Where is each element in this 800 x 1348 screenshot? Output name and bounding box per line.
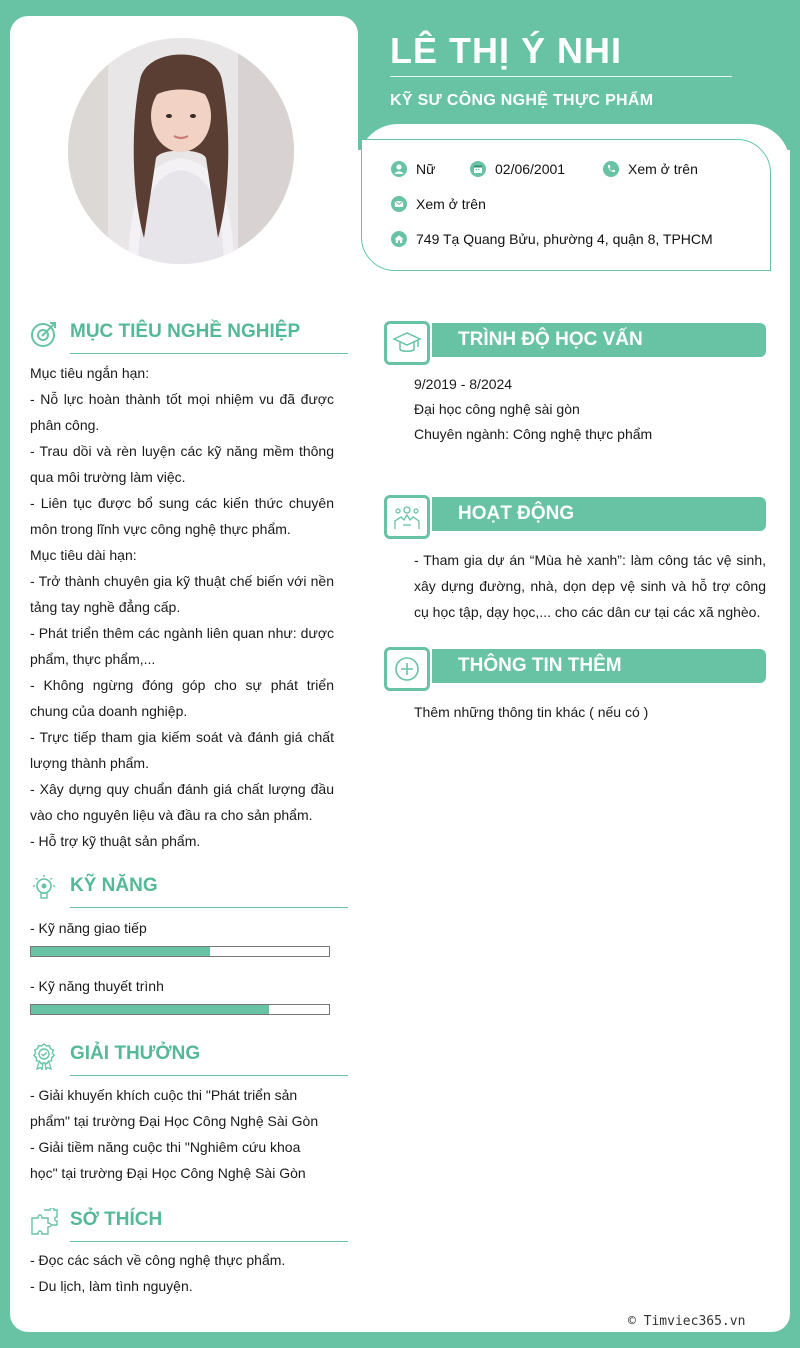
home-icon <box>391 231 407 247</box>
plus-circle-icon <box>393 655 421 683</box>
awards-title: GIẢI THƯỞNG <box>70 1043 201 1064</box>
section-underline <box>70 1075 348 1076</box>
extra-info-title: THÔNG TIN THÊM <box>458 655 622 676</box>
awards-body <box>30 1082 320 1186</box>
calendar-icon <box>470 161 486 177</box>
career-goal-header <box>30 320 348 348</box>
header-divider <box>390 76 732 77</box>
education-school: Đại học công nghệ sài gòn <box>414 401 580 417</box>
lightbulb-icon <box>30 874 58 902</box>
contact-birthday <box>470 161 565 177</box>
skill-bar <box>30 946 330 957</box>
hobbies-title: SỞ THÍCH <box>70 1209 163 1230</box>
award-line: - Giải tiềm năng cuộc thi "Nghiêm cứu khoa học" tại trường Đại Học Công Nghệ Sài Gòn <box>30 1139 306 1181</box>
education-header <box>384 321 766 365</box>
section-underline <box>70 907 348 908</box>
email-icon <box>391 196 407 212</box>
career-goal-line: Mục tiêu dài hạn: <box>30 547 137 563</box>
graduation-cap-icon <box>392 330 422 356</box>
contact-address <box>391 231 713 247</box>
career-goal-line: - Trở thành chuyên gia kỹ thuật chế biến với nền tảng tay nghề đẳng cấp. <box>30 573 334 615</box>
career-goal-line: - Trực tiếp tham gia kiếm soát và đánh giá chất lượng thành phẩm. <box>30 729 334 771</box>
activities-text: - Tham gia dự án “Mùa hè xanh”: làm công tác vệ sinh, xây dựng đường, nhà, dọn dẹp vệ sinh và hỗ trợ công cụ học tập, dạy học,... cho các dân cư tại các xã nghèo. <box>414 552 766 620</box>
extra-info-header <box>384 647 766 691</box>
education-major: Chuyên ngành: Công nghệ thực phẩm <box>414 426 653 442</box>
education-period: 9/2019 - 8/2024 <box>414 376 513 392</box>
activity-icon <box>392 503 422 531</box>
activities-body <box>414 547 766 625</box>
phone-value: Xem ở trên <box>628 161 698 177</box>
phone-icon <box>603 161 619 177</box>
hobby-line: - Du lịch, làm tình nguyện. <box>30 1278 193 1294</box>
section-underline <box>70 1241 348 1242</box>
career-goal-line: - Xây dựng quy chuẩn đánh giá chất lượng đầu vào cho nguyên liệu và đầu ra cho sản phẩm. <box>30 781 334 823</box>
contact-phone <box>603 161 698 177</box>
activities-title: HOẠT ĐỘNG <box>458 503 575 524</box>
education-title: TRÌNH ĐỘ HỌC VẤN <box>458 329 643 350</box>
email-value: Xem ở trên <box>416 196 486 212</box>
address-value: 749 Tạ Quang Bửu, phường 4, quận 8, TPHCM <box>416 231 713 247</box>
career-goal-line: - Phát triển thêm các ngành liên quan như: dược phẩm, thực phẩm,... <box>30 625 334 667</box>
activities-header <box>384 495 766 539</box>
award-line: - Giải khuyến khích cuộc thi "Phát triển sản phẩm" tại trường Đại Học Công Nghệ Sài Gòn <box>30 1087 319 1129</box>
skills-header <box>30 874 348 902</box>
birthday-value: 02/06/2001 <box>495 161 566 177</box>
panel-joiner <box>340 290 380 1332</box>
hobby-line: - Đọc các sách về công nghệ thực phẩm. <box>30 1252 286 1268</box>
skills-title: KỸ NĂNG <box>70 875 158 896</box>
skill-bar-fill <box>31 1005 269 1014</box>
career-goal-line: - Trau dồi và rèn luyện các kỹ năng mềm thông qua môi trường làm việc. <box>30 443 334 485</box>
extra-info-text: Thêm những thông tin khác ( nếu có ) <box>414 704 649 720</box>
avatar <box>68 38 294 264</box>
award-icon <box>30 1042 58 1070</box>
career-goal-body <box>30 360 334 854</box>
career-goal-line: - Hỗ trợ kỹ thuật sản phẩm. <box>30 833 201 849</box>
avatar-photo <box>68 38 294 264</box>
education-icon-box <box>384 321 430 365</box>
job-title: KỸ SƯ CÔNG NGHỆ THỰC PHẨM <box>390 92 654 109</box>
education-body <box>414 372 652 447</box>
career-goal-line: - Nỗ lực hoàn thành tốt mọi nhiệm vu đã được phân công. <box>30 391 334 433</box>
contact-gender <box>391 161 435 177</box>
career-goal-line: - Liên tục được bổ sung các kiến thức chuyên môn trong lĩnh vực công nghệ thực phẩm. <box>30 495 334 537</box>
activities-icon-box <box>384 495 430 539</box>
skill-label: - Kỹ năng thuyết trình <box>30 978 164 994</box>
section-underline <box>70 353 348 354</box>
contact-email <box>391 196 486 212</box>
puzzle-icon <box>30 1208 58 1236</box>
hobbies-body <box>30 1247 330 1299</box>
user-icon <box>391 161 407 177</box>
extra-info-icon-box <box>384 647 430 691</box>
gender-value: Nữ <box>416 161 436 177</box>
target-icon <box>30 320 58 348</box>
career-goal-line: - Không ngừng đóng góp cho sự phát triển chung của doanh nghiệp. <box>30 677 334 719</box>
watermark: © Timviec365.vn <box>628 1314 746 1329</box>
awards-header <box>30 1042 348 1070</box>
skill-bar-fill <box>31 947 210 956</box>
candidate-name: LÊ THỊ Ý NHI <box>390 30 623 71</box>
career-goal-line: Mục tiêu ngắn hạn: <box>30 365 150 381</box>
skill-label: - Kỹ năng giao tiếp <box>30 920 147 936</box>
skill-bar <box>30 1004 330 1015</box>
career-goal-title: MỤC TIÊU NGHỀ NGHIỆP <box>70 321 301 342</box>
hobbies-header <box>30 1208 348 1236</box>
